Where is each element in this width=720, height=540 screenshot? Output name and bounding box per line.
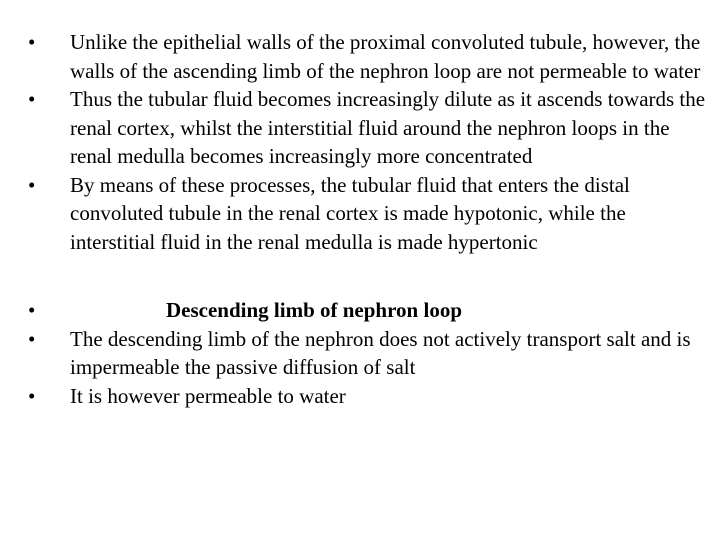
bullet-icon: • — [28, 30, 36, 54]
bullet-item — [28, 171, 708, 257]
section-heading: Descending limb of nephron loop — [166, 298, 462, 322]
bullet-icon: • — [28, 326, 36, 351]
bullet-icon: • — [28, 383, 36, 408]
bullet-icon: • — [28, 298, 36, 322]
bullet-item — [28, 85, 708, 171]
bullet-icon: • — [28, 87, 36, 111]
bullet-text: Unlike the epithelial walls of the proximal convoluted tubule, however, the walls of the ascending limb of the nephron loop are not permeable to water — [70, 30, 701, 83]
bullet-item — [28, 382, 708, 411]
bullet-text: Thus the tubular fluid becomes increasingly dilute as it ascends towards the renal cortex, whilst the interstitial fluid around the nephron loops in the renal medulla becomes increasingly more concentrated — [70, 87, 706, 168]
bullet-list — [28, 28, 708, 410]
bullet-icon: • — [28, 172, 36, 197]
bullet-text: By means of these processes, the tubular fluid that enters the distal convoluted tubule in the renal cortex is made hypotonic, while the interstitial fluid in the renal medulla is made hypertonic — [70, 172, 637, 254]
bullet-item — [28, 28, 708, 85]
bullet-text: It is however permeable to water — [70, 383, 346, 408]
bullet-item-heading — [28, 296, 708, 325]
spacer — [28, 256, 708, 296]
bullet-text: The descending limb of the nephron does not actively transport salt and is impermeable the passive diffusion of salt — [70, 326, 691, 379]
bullet-item — [28, 325, 708, 382]
